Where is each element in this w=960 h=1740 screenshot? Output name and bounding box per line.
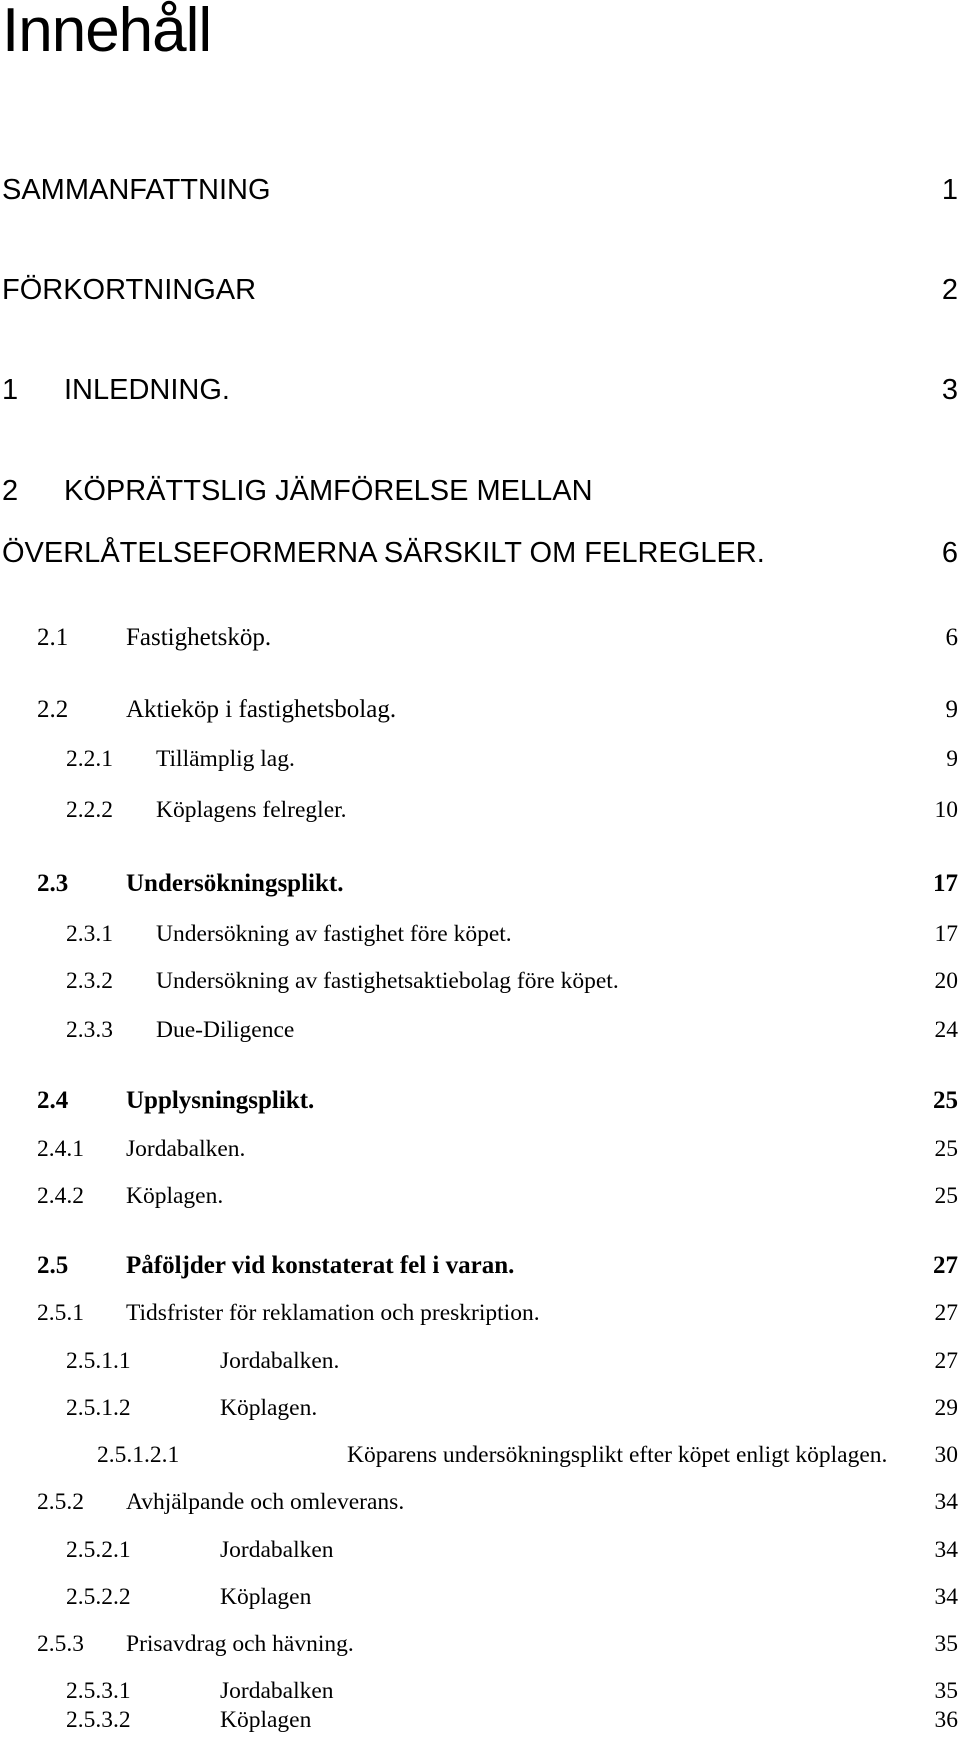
toc-entry-number: 2.4 (37, 1087, 69, 1114)
toc-entry-page: 3 (941, 373, 958, 406)
toc-entry-page: 10 (934, 796, 958, 823)
toc-entry-forkortningar[interactable] (0, 270, 960, 310)
toc-entry-title: Köplagen. (220, 1394, 318, 1421)
toc-entry-number: 2.2.2 (66, 796, 113, 823)
toc-entry-2-1[interactable] (0, 618, 960, 658)
toc-entry-2-4[interactable] (0, 1081, 960, 1121)
toc-entry-2-3[interactable] (0, 864, 960, 904)
toc-entry-number: 2.3.1 (66, 920, 113, 947)
toc-entry-title: Jordabalken (220, 1677, 334, 1704)
toc-entry-page: 27 (934, 1299, 958, 1326)
toc-entry-title: Köplagen (220, 1583, 312, 1610)
toc-entry-number: 2.5.1.2 (66, 1394, 131, 1421)
toc-entry-number: 2.3.3 (66, 1016, 113, 1043)
toc-entry-number: 2.5.1.2.1 (97, 1441, 180, 1468)
toc-entry-title: FÖRKORTNINGAR (2, 273, 257, 306)
toc-entry-title: Jordabalken (220, 1536, 334, 1563)
toc-entry-2-2-2[interactable] (0, 790, 960, 830)
toc-entry-page: 6 (945, 624, 958, 651)
toc-entry-page: 17 (933, 870, 958, 897)
toc-entry-number: 2.5.2.2 (66, 1583, 131, 1610)
toc-entry-2-continued[interactable] (0, 533, 960, 573)
toc-entry-title: Tillämplig lag. (156, 745, 295, 772)
toc-entry-title: Köparens undersökningsplikt efter köpet enligt köplagen. (347, 1441, 888, 1468)
toc-entry-title: Undersökningsplikt. (126, 870, 344, 897)
toc-entry-number: 1 (2, 373, 19, 406)
toc-entry-page: 27 (933, 1252, 958, 1279)
toc-entry-number: 2.5.1.1 (66, 1347, 131, 1374)
toc-entry-2-5-3-2[interactable] (0, 1700, 960, 1740)
toc-entry-number: 2.3 (37, 870, 69, 897)
toc-entry-page: 34 (934, 1488, 958, 1515)
toc-entry-title: KÖPRÄTTSLIG JÄMFÖRELSE MELLAN (64, 474, 593, 507)
toc-entry-number: 2.5.3.2 (66, 1706, 131, 1733)
toc-entry-number: 2.5.2.1 (66, 1536, 131, 1563)
toc-entry-title: Köplagen (220, 1706, 312, 1733)
toc-entry-title: Påföljder vid konstaterat fel i varan. (126, 1252, 515, 1279)
toc-entry-2-2[interactable] (0, 690, 960, 730)
toc-entry-page: 34 (934, 1583, 958, 1610)
toc-entry-number: 2.1 (37, 624, 69, 651)
toc-entry-number: 2.5.3.1 (66, 1677, 131, 1704)
toc-entry-page: 27 (934, 1347, 958, 1374)
toc-entry-2-5-1-1[interactable] (0, 1341, 960, 1381)
toc-entry-page: 9 (946, 745, 958, 772)
toc-entry-title: Aktieköp i fastighetsbolag. (126, 696, 397, 723)
toc-entry-2-2-1[interactable] (0, 739, 960, 779)
toc-entry-page: 1 (941, 173, 958, 206)
toc-entry-title: Undersökning av fastighetsaktiebolag före köpet. (156, 967, 619, 994)
toc-entry-2-3-3[interactable] (0, 1010, 960, 1050)
toc-entry-page: 30 (934, 1441, 958, 1468)
toc-entry-title: Fastighetsköp. (126, 624, 272, 651)
toc-entry-number: 2.5.1 (37, 1299, 84, 1326)
toc-entry-sammanfattning[interactable] (0, 170, 960, 210)
toc-entry-title: INLEDNING. (64, 373, 230, 406)
toc-entry-title: Köplagen. (126, 1182, 224, 1209)
toc-entry-title: SAMMANFATTNING (2, 173, 271, 206)
toc-entry-2-5-2[interactable] (0, 1482, 960, 1522)
toc-entry-2-5[interactable] (0, 1246, 960, 1286)
toc-entry-number: 2.5.2 (37, 1488, 84, 1515)
toc-entry-page: 35 (934, 1677, 958, 1704)
toc-entry-number: 2.2 (37, 696, 69, 723)
toc-entry-title: Jordabalken. (220, 1347, 340, 1374)
toc-entry-2[interactable] (0, 471, 960, 511)
toc-entry-title: Tidsfrister för reklamation och preskription. (126, 1299, 540, 1326)
toc-entry-page: 2 (941, 273, 958, 306)
toc-entry-number: 2.5 (37, 1252, 69, 1279)
toc-entry-number: 2 (2, 474, 19, 507)
toc-entry-page: 36 (934, 1706, 958, 1733)
toc-entry-title: Prisavdrag och hävning. (126, 1630, 354, 1657)
toc-entry-title: ÖVERLÅTELSEFORMERNA SÄRSKILT OM FELREGLER. (2, 536, 765, 569)
toc-entry-title: Avhjälpande och omleverans. (126, 1488, 405, 1515)
toc-entry-page: 29 (934, 1394, 958, 1421)
toc-entry-2-4-1[interactable] (0, 1129, 960, 1169)
toc-entry-2-5-3[interactable] (0, 1624, 960, 1664)
toc-entry-title: Undersökning av fastighet före köpet. (156, 920, 512, 947)
toc-entry-2-3-2[interactable] (0, 961, 960, 1001)
toc-entry-title: Jordabalken. (126, 1135, 246, 1162)
toc-entry-page: 25 (933, 1087, 958, 1114)
toc-entry-title: Upplysningsplikt. (126, 1087, 315, 1114)
toc-entry-page: 34 (934, 1536, 958, 1563)
toc-entry-2-5-2-2[interactable] (0, 1577, 960, 1617)
toc-entry-page: 35 (934, 1630, 958, 1657)
page-title: Innehåll (2, 0, 212, 65)
toc-entry-2-4-2[interactable] (0, 1176, 960, 1216)
toc-entry-page: 17 (934, 920, 958, 947)
toc-entry-number: 2.5.3 (37, 1630, 84, 1657)
toc-entry-page: 20 (934, 967, 958, 994)
toc-entry-number: 2.3.2 (66, 967, 113, 994)
toc-entry-title: Due-Diligence (156, 1016, 295, 1043)
toc-entry-page: 25 (934, 1182, 958, 1209)
toc-entry-number: 2.4.2 (37, 1182, 84, 1209)
toc-entry-number: 2.2.1 (66, 745, 113, 772)
toc-entry-title: Köplagens felregler. (156, 796, 347, 823)
toc-entry-2-5-1-2-1[interactable] (0, 1435, 960, 1475)
toc-entry-2-5-1-2[interactable] (0, 1388, 960, 1428)
toc-entry-number: 2.4.1 (37, 1135, 84, 1162)
toc-entry-page: 24 (934, 1016, 958, 1043)
toc-entry-2-5-1[interactable] (0, 1293, 960, 1333)
toc-entry-2-5-2-1[interactable] (0, 1530, 960, 1570)
toc-entry-1[interactable] (0, 370, 960, 410)
toc-entry-page: 25 (934, 1135, 958, 1162)
toc-entry-page: 6 (941, 536, 958, 569)
toc-entry-2-3-1[interactable] (0, 914, 960, 954)
toc-entry-page: 9 (945, 696, 958, 723)
